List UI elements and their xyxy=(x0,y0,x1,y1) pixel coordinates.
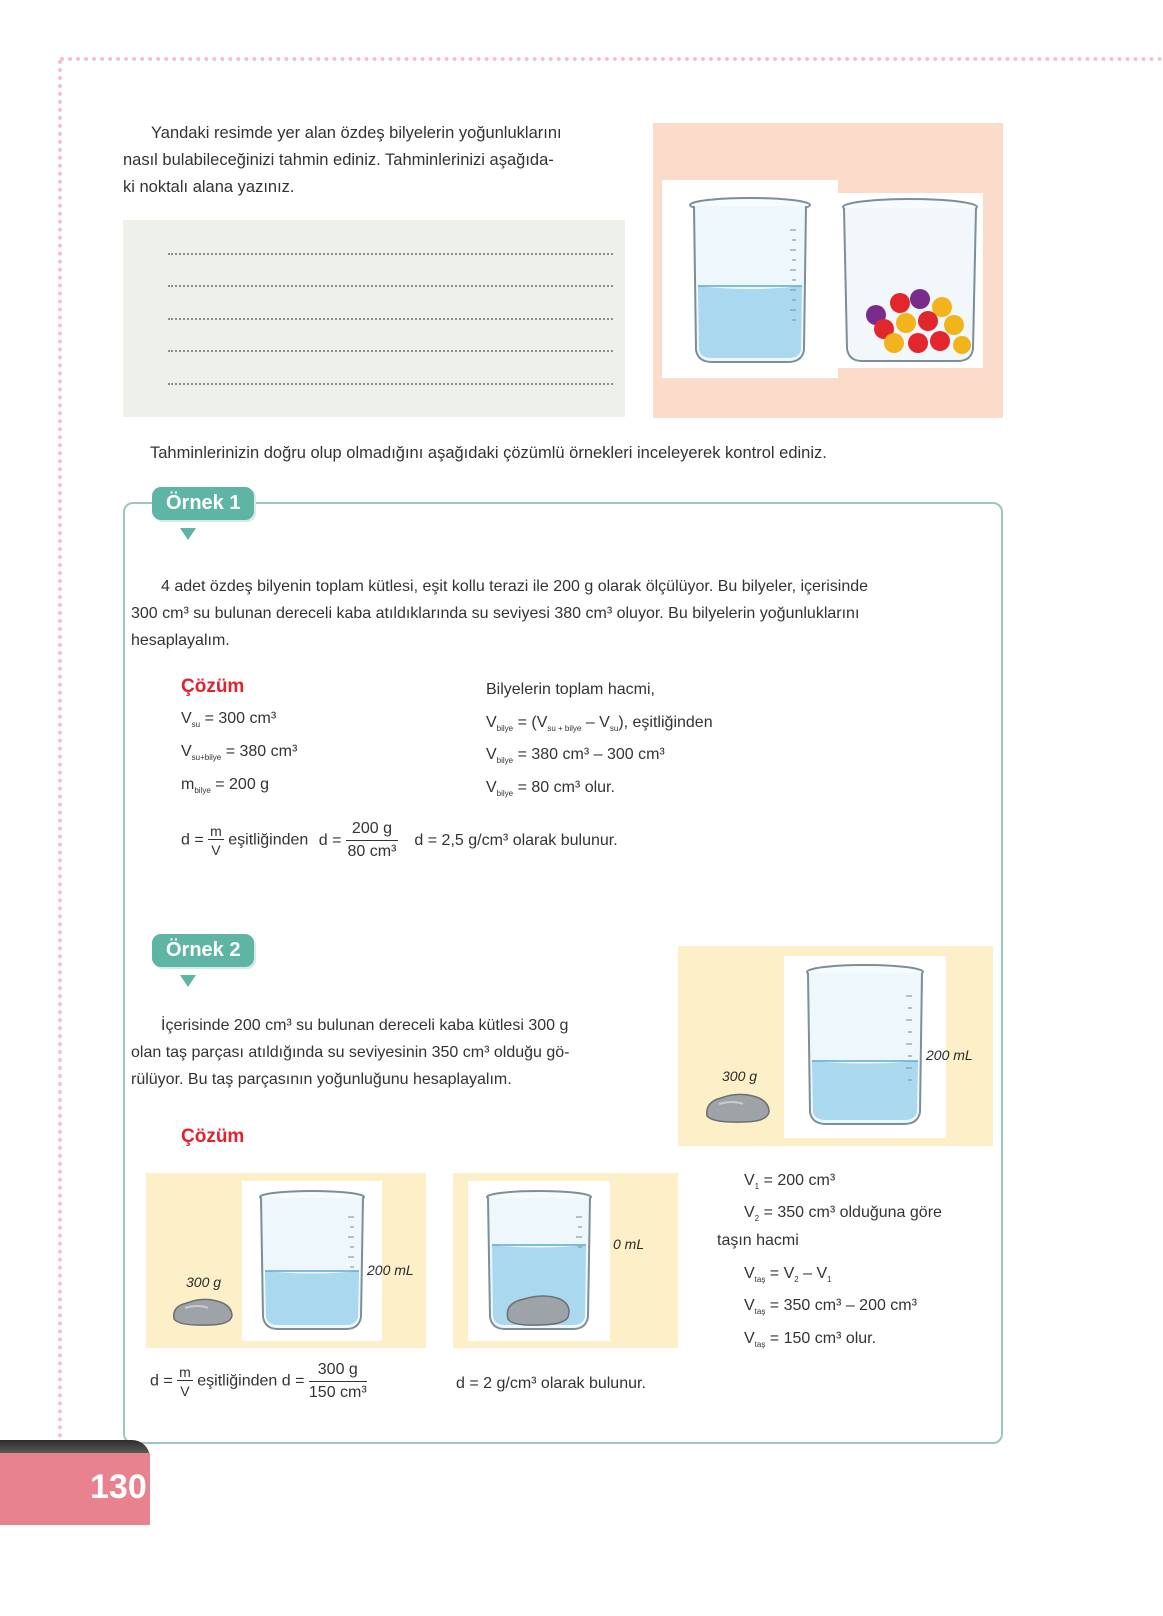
beaker-card xyxy=(242,1181,382,1341)
intro-paragraph: Yandaki resimde yer alan özdeş bilyelerin yoğunluklarını nasıl bulabileceğinizi tahmin ediniz. Tahminlerinizi aşağıda- ki noktalı alana yazınız. xyxy=(123,124,562,196)
page-border-top xyxy=(60,57,1163,61)
solution-beaker-before xyxy=(146,1173,426,1348)
check-instruction: Tahminlerinizin doğru olup olmadığını aşağıdaki çözümlü örnekleri inceleyerek kontrol ediniz. xyxy=(150,444,827,462)
example2-solution-label: Çözüm xyxy=(181,1126,245,1147)
beaker-card xyxy=(784,956,946,1138)
marbles-card xyxy=(838,193,983,368)
example1-volume-eq1: $V_{bilye} = (V_{su + bilye} - V_{su})$, eşitliğinden xyxy=(486,714,713,734)
example2-problem: İçerisinde 200 cm³ su bulunan dereceli kaba kütlesi 300 g olan taş parçası atıldığında su seviyesinin 350 cm³ olduğu gö- rülüyor. Bu taş parçasının yoğunluğunu hesaplayalım. xyxy=(131,1017,570,1088)
example2-stone-eq1: $V_{taş} = V_2 - V_1$ xyxy=(744,1265,832,1285)
example1-solution-label: Çözüm xyxy=(181,676,245,697)
example1-volume-eq3: $V_{bilye} = 80$ cm³ olur. xyxy=(486,779,615,799)
example2-stone-eq2: $V_{taş} = 350$ cm³ – 200 cm³ xyxy=(744,1297,917,1317)
example1-density-formula: d = $\frac{m}{V}$ eşitliğinden d = $\frac{200 g}{\text{80 cm³}}$ d = 2,5 g/cm³ olarak bulunur. xyxy=(181,820,618,860)
stone-mass-label: 300 g xyxy=(722,1068,758,1084)
dotted-line xyxy=(168,383,613,385)
beaker-after-illustration xyxy=(468,1181,610,1341)
beaker-before-illustration xyxy=(242,1181,382,1341)
dotted-line xyxy=(168,285,613,287)
example2-v2: $V_2 = 350$ cm³ olduğuna göre xyxy=(744,1204,942,1224)
volume-label: 200 mL xyxy=(926,1047,973,1063)
example2-tag: Örnek 2 xyxy=(152,934,254,967)
dotted-line xyxy=(168,350,613,352)
example1-tag-tail xyxy=(180,528,196,540)
page-border-left xyxy=(58,60,62,1455)
example2-beaker-illustration xyxy=(678,946,993,1146)
stone-mass-label: 300 g xyxy=(186,1274,222,1290)
example2-stone-volume-label: taşın hacmi xyxy=(717,1232,799,1249)
example2-tag-tail xyxy=(180,975,196,987)
stone-icon xyxy=(703,1090,773,1124)
example1-problem: 4 adet özdeş bilyenin toplam kütlesi, eşit kollu terazi ile 200 g olarak ölçülüyor. Bu bilyeler, içerisinde 300 cm³ su bulunan dereceli kaba atıldıklarında su seviyesi 380 cm³ oluyor. Bu bilyelerin yoğunluklarını hesaplayalım. xyxy=(131,578,869,649)
solution-beaker-after xyxy=(453,1173,678,1348)
dotted-answer-area[interactable] xyxy=(123,220,625,417)
dotted-line xyxy=(168,318,613,320)
example2-v1: $V_1 = 200$ cm³ xyxy=(744,1172,836,1192)
beaker-200ml-illustration xyxy=(784,956,946,1138)
example1-given-mass: $m_{bilye} = 200$ g xyxy=(181,776,270,796)
page-number: 130 xyxy=(90,1468,147,1506)
example1-tag: Örnek 1 xyxy=(152,487,254,520)
marbles-beaker-illustration xyxy=(838,193,983,368)
volume-label: 200 mL xyxy=(367,1262,414,1278)
example1-volume-eq2: $V_{bilye} = 380$ cm³ – 300 cm³ xyxy=(486,746,665,766)
example1-given-vsb: $V_{su+bilye} = 380$ cm³ xyxy=(181,743,298,763)
example2-density-formula: d = $\frac{m}{V}$ eşitliğinden d = $\frac{300 g}{\text{150 cm³}}$ xyxy=(150,1361,367,1401)
volume-label: 0 mL xyxy=(613,1236,645,1252)
beaker-card xyxy=(468,1181,610,1341)
example2-stone-eq3: $V_{taş} = 150$ cm³ olur. xyxy=(744,1330,877,1350)
example1-given-vsu: $V_{su} = 300$ cm³ xyxy=(181,710,277,730)
beaker-card xyxy=(662,180,838,378)
beakers-illustration xyxy=(653,123,1003,418)
example1-volume-heading: Bilyelerin toplam hacmi, xyxy=(486,681,655,698)
stone-icon xyxy=(170,1295,236,1327)
dotted-line xyxy=(168,253,613,255)
example2-result: d = 2 g/cm³ olarak bulunur. xyxy=(456,1375,646,1392)
water-beaker-illustration xyxy=(662,180,838,378)
